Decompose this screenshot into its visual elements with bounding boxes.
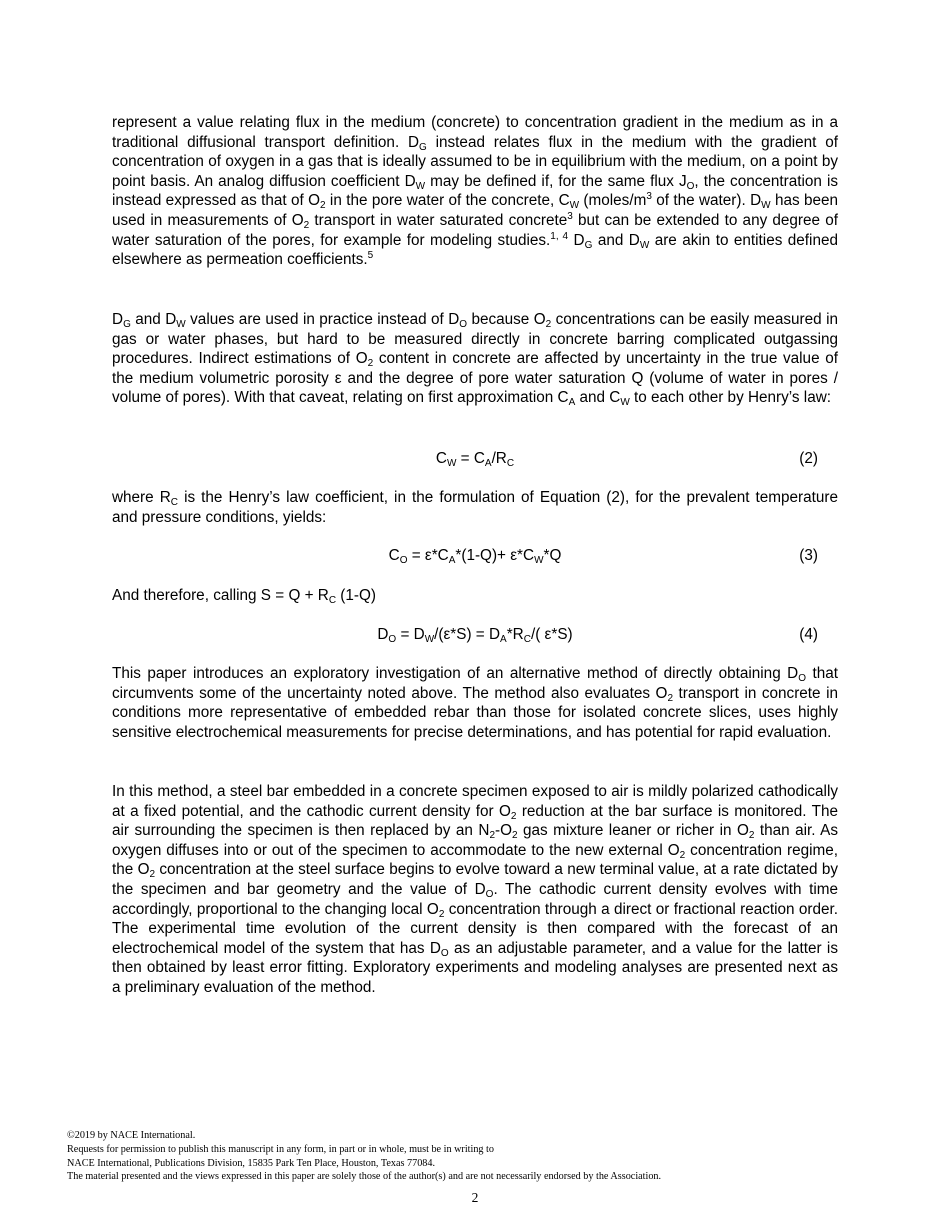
paragraph-henrys-coefficient: where $R_C$ is the Henry’s law coefficient, in the formulation of Equation (2), for the prevalent temperature and pressure conditions, yields: bbox=[112, 489, 839, 526]
footer-address: NACE International, Publications Division, 15835 Park Ten Place, Houston, Texas 77084. bbox=[67, 1157, 436, 1169]
footer-permission: Requests for permission to publish this manuscript in any form, in part or in whole, must be in writing to bbox=[67, 1143, 494, 1155]
equation-3-number: (3) bbox=[799, 547, 818, 564]
footer-copyright: ©2019 by NACE International. bbox=[67, 1130, 196, 1141]
paragraph-diffusion-coefficients: represent a value relating flux in the medium (concrete) to concentration gradient in the medium as in a traditional diffusional transport definition. $D_G$ instead relates flux in the medium with the gradient of concentration of oxygen in a gas that is ideally assumed to be in equilibrium with the medium, on a point by point basis. An analog diffusion coefficient $D_W$ may be defined if, for the same flux $J_O$, the concentration is instead expressed as that of $O_2$ in the pore water of the concrete, $C_W$ ($moles/m^3$ of the water). $D_W$ has been used in measurements of $O_2$ transport in water saturated concrete$^3$ but can be extended to any degree of water saturation of the pores, for example for modeling studies.$^{1, 4}$ $D_G$ and $D_W$ are akin to entities defined elsewhere as permeation coefficients.$^5$ bbox=[112, 114, 838, 269]
footer-disclaimer: The material presented and the views expressed in this paper are solely those of the author(s) and are not necessarily endorsed by the Association. bbox=[67, 1171, 662, 1183]
equation-4-number: (4) bbox=[799, 626, 818, 643]
equation-3-body: $C_O = \varepsilon*C_A*(1-Q)+ \varepsilon*C_W*Q$ bbox=[388, 547, 562, 566]
paragraph-henrys-law: $D_G$ and $D_W$ values are used in practice instead of $D_O$ because $O_2$ concentrations can be easily measured in gas or water phases, but hard to be measured directly in concrete barring complicated outgassing procedures. Indirect estimations of $O_2$ content in concrete are affected by uncertainty in the true value of the medium volumetric porosity ε and the degree of pore water saturation Q (volume of water in pores / volume of pores). With that caveat, relating on first approximation $C_A$ and $C_W$ to each other by Henry’s law: bbox=[112, 311, 838, 409]
equation-2-number: (2) bbox=[799, 450, 818, 467]
paragraph-introduction: This paper introduces an exploratory investigation of an alternative method of directly obtaining $D_O$ that circumvents some of the uncertainty noted above. The method also evaluates $O_2$ transport in concrete in conditions more representative of embedded rebar than those for isolated concrete slices, uses highly sensitive electrochemical measurements for precise determinations, and has potential for rapid evaluation. bbox=[112, 665, 839, 741]
equation-4-body: $D_O = D_W/(\varepsilon*S) = D_A*R_C/$( ε*S) bbox=[377, 626, 573, 645]
page-number: 2 bbox=[471, 1190, 479, 1205]
equation-2-body: $C_W = C_A/R_C$ bbox=[435, 450, 515, 469]
copyright-footer bbox=[67, 1129, 887, 1184]
paragraph-method: In this method, a steel bar embedded in a concrete specimen exposed to air is mildly polarized cathodically at a fixed potential, and the cathodic current density for $O_2$ reduction at the bar surface is monitored. The air surrounding the specimen is then replaced by an $N_2-O_2$ gas mixture leaner or richer in $O_2$ than air. As oxygen diffuses into or out of the specimen to accommodate to the new external $O_2$ concentration regime, the $O_2$ concentration at the steel surface begins to evolve toward a new terminal value, at a rate dictated by the specimen and bar geometry and the value of $D_O$. The cathodic current density evolves with time accordingly, proportional to the changing local $O_2$ concentration through a direct or fractional reaction order. The experimental time evolution of the current density is then compared with the forecast of an electrochemical model of the system that has $D_O$ as an adjustable parameter, and a value for the latter is then obtained by least error fitting. Exploratory experiments and modeling analyses are presented next as a preliminary evaluation of the method. bbox=[112, 783, 839, 996]
paragraph-calling-s: And therefore, calling $S = Q + R_C$ (1-Q) bbox=[112, 587, 377, 606]
